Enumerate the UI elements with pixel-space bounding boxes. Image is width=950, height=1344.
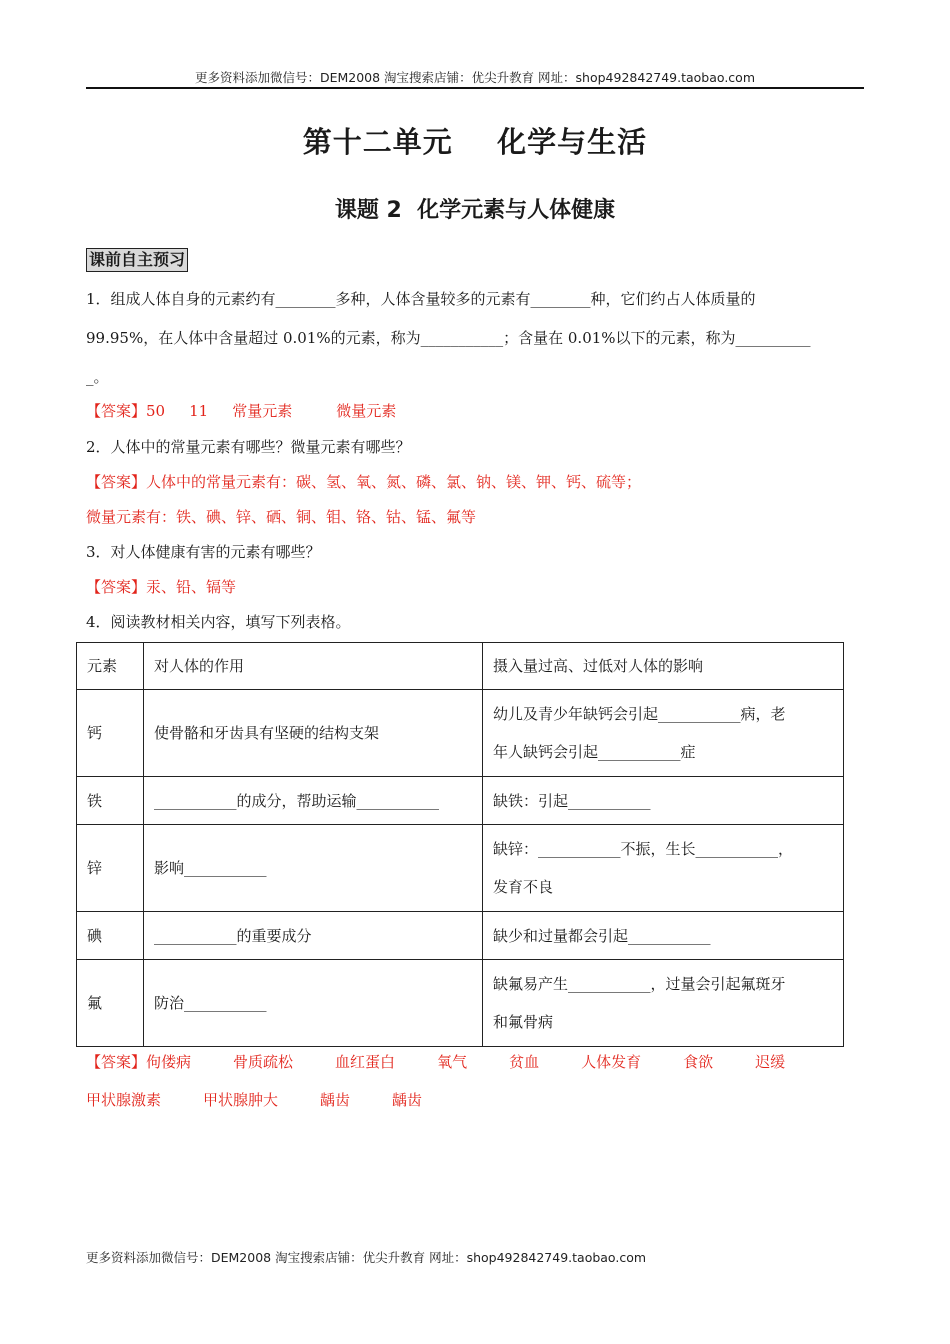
- element-cell: 氟: [77, 960, 144, 1047]
- answer-item: 血红蛋白: [335, 1053, 396, 1071]
- element-cell: 锌: [77, 825, 144, 912]
- q4-question: 4．阅读教材相关内容，填写下列表格。: [86, 613, 351, 631]
- table-answer-line2: [86, 1089, 422, 1110]
- effect-cell: [483, 777, 844, 825]
- answer-item: 微量元素: [336, 402, 397, 420]
- q1-line1: 1．组成人体自身的元素约有________多种，人体含量较多的元素有________种，它们约占人体质量的: [86, 290, 756, 308]
- answer-item: 11: [189, 402, 209, 420]
- answer-item: 人体发育: [581, 1053, 642, 1071]
- answer-item: 食欲: [683, 1053, 714, 1071]
- answer-text: 汞、铅、镉等: [146, 578, 237, 596]
- answer-item: 骨质疏松: [233, 1053, 294, 1071]
- element-cell: 钙: [77, 690, 144, 777]
- q1-line2: 99.95%，在人体中含量超过 0.01%的元素，称为___________；含量在 0.01%以下的元素，称为__________: [86, 329, 811, 347]
- answer-label: 【答案】: [86, 1053, 147, 1071]
- effect-line: 缺氟易产生___________，过量会引起氟斑牙: [493, 975, 786, 993]
- table-header: 摄入量过高、过低对人体的影响: [483, 643, 844, 690]
- effect-line: 发育不良: [493, 878, 554, 896]
- role-cell: 防治___________: [144, 960, 483, 1047]
- effect-line: 年人缺钙会引起___________症: [493, 743, 696, 761]
- table-row: [77, 777, 844, 825]
- lesson-title: 课题 2 化学元素与人体健康: [334, 198, 616, 223]
- answer-item: 佝偻病: [146, 1053, 192, 1071]
- effect-cell: [483, 825, 844, 912]
- answer-item: 常量元素: [232, 402, 293, 420]
- table-row: [77, 825, 844, 912]
- role-cell: 影响___________: [144, 825, 483, 912]
- effect-line: 缺铁：引起___________: [493, 791, 651, 810]
- q1-line3: _。: [86, 368, 109, 386]
- effect-cell: [483, 690, 844, 777]
- table-answer-line1: [86, 1051, 785, 1072]
- page-header: 更多资料添加微信号：DEM2008 淘宝搜索店铺：优尖升教育 网址：shop492842749.taobao.com: [194, 70, 756, 85]
- q1-answer: [86, 400, 396, 421]
- table-row: [77, 690, 844, 777]
- role-cell: 使骨骼和牙齿具有坚硬的结构支架: [144, 690, 483, 777]
- answer-label: 【答案】: [86, 402, 147, 420]
- effect-line: 幼儿及青少年缺钙会引起___________病，老: [493, 705, 786, 723]
- table-row: [77, 912, 844, 960]
- answer-item: 甲状腺肿大: [203, 1091, 279, 1109]
- header-divider: [86, 87, 864, 89]
- element-cell: 碘: [77, 912, 144, 960]
- answer-item: 50: [146, 402, 166, 420]
- answer-label: 【答案】: [86, 578, 147, 596]
- table-header-row: [77, 643, 844, 690]
- answer-item: 龋齿: [320, 1091, 351, 1109]
- role-cell: ___________的重要成分: [144, 912, 483, 960]
- role-cell: ___________的成分，帮助运输___________: [144, 777, 483, 825]
- answer-item: 迟缓: [755, 1053, 786, 1071]
- element-table: [76, 642, 844, 1047]
- q2-question: 2．人体中的常量元素有哪些？微量元素有哪些？: [86, 438, 411, 456]
- answer-item: 氧气: [437, 1053, 468, 1071]
- answer-item: 甲状腺激素: [86, 1091, 162, 1109]
- q2-answer-line2: 微量元素有：铁、碘、锌、硒、铜、钼、铬、钴、锰、氟等: [86, 508, 477, 526]
- answer-label: 【答案】: [86, 473, 147, 491]
- effect-line: 缺少和过量都会引起___________: [493, 926, 711, 945]
- element-cell: 铁: [77, 777, 144, 825]
- effect-line: 和氟骨病: [493, 1013, 554, 1031]
- unit-title: 第十二单元 化学与生活: [302, 125, 648, 159]
- answer-item: 贫血: [509, 1053, 540, 1071]
- effect-cell: [483, 912, 844, 960]
- effect-cell: [483, 960, 844, 1047]
- table-header: 对人体的作用: [144, 643, 483, 690]
- q3-question: 3．对人体健康有害的元素有哪些？: [86, 543, 321, 561]
- page-footer: 更多资料添加微信号：DEM2008 淘宝搜索店铺：优尖升教育 网址：shop492842749.taobao.com: [86, 1250, 647, 1265]
- answer-item: 龋齿: [392, 1091, 423, 1109]
- section-tag: 课前自主预习: [86, 248, 188, 272]
- table-row: [77, 960, 844, 1047]
- answer-text: 人体中的常量元素有：碳、氢、氧、氮、磷、氯、钠、镁、钾、钙、硫等；: [146, 473, 642, 491]
- effect-line: 缺锌：___________不振，生长___________，: [493, 840, 794, 858]
- q3-answer: [86, 576, 236, 597]
- q2-answer-line1: [86, 471, 641, 492]
- table-header: 元素: [77, 643, 144, 690]
